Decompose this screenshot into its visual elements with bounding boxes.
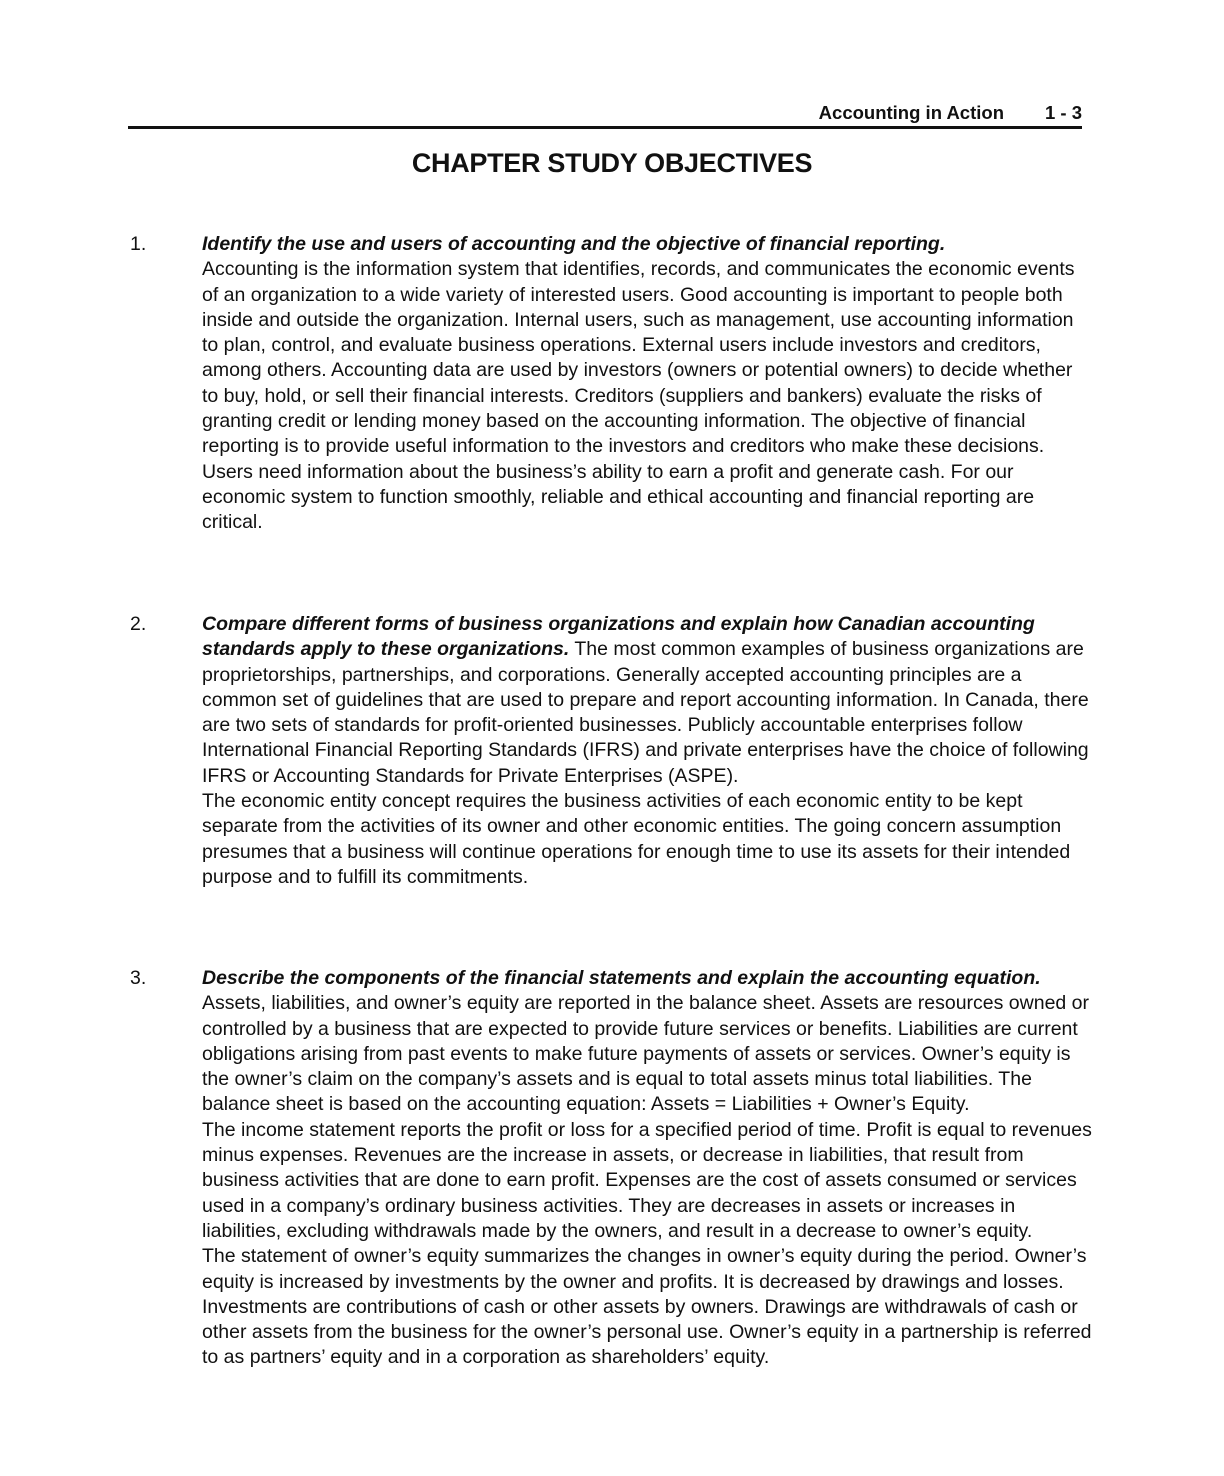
objective-heading: Compare different forms of business organizations and explain how Canadian accounting standards apply to these organizations. <box>202 613 1035 661</box>
objective-body <box>202 232 1094 536</box>
objective-body <box>202 612 1094 890</box>
objective-heading: Describe the components of the financial statements and explain the accounting equation. <box>202 967 1041 989</box>
objective-paragraph: The most common examples of business organizations are proprietorships, partnerships, and corporations. Generally accepted accounting principles are a common set of guidelines that are used to prepare and report accounting information. In Canada, there are two sets of standards for profit-oriented businesses. Publicly accountable enterprises follow International Financial Reporting Standards (IFRS) and private enterprises have the choice of following IFRS or Accounting Standards for Private Enterprises (ASPE). <box>202 638 1089 787</box>
header-section-name: Accounting in Action <box>818 102 1004 123</box>
header-page-number: 1 - 3 <box>1044 102 1082 123</box>
objective-paragraph: The income statement reports the profit or loss for a specified period of time. Profit is equal to revenues minus expenses. Revenues are the increase in assets, or decrease in liabilities, that result from business activities that are done to earn profit. Expenses are the cost of assets consumed or services used in a company’s ordinary business activities. They are decreases in assets or increases in liabilities, excluding withdrawals made by the owners, and result in a decrease to owner’s equity. <box>202 1118 1092 1242</box>
objective-number: 2. <box>130 613 147 635</box>
objective-paragraph-lead <box>202 612 1094 789</box>
page-title: CHAPTER STUDY OBJECTIVES <box>411 148 813 178</box>
objective-paragraph: Accounting is the information system that identifies, records, and communicates the economic events of an organization to a wide variety of interested users. Good accounting is important to people both inside and outside the organization. Internal users, such as management, use accounting information to plan, control, and evaluate business operations. External users include investors and creditors, among others. Accounting data are used by investors (owners or potential owners) to decide whether to buy, hold, or sell their financial interests. Creditors (suppliers and bankers) evaluate the risks of granting credit or lending money based on the accounting information. The objective of financial reporting is to provide useful information to the investors and creditors who make these decisions. Users need information about the business’s ability to earn a profit and generate cash. For our economic system to function smoothly, reliable and ethical accounting and financial reporting are critical. <box>202 258 1075 534</box>
objective-paragraph: Assets, liabilities, and owner’s equity are reported in the balance sheet. Assets are resources owned or controlled by a business that are expected to provide future services or benefits. Liabilities are current obligations arising from past events to make future payments of assets or services. Owner’s equity is the owner’s claim on the company’s assets and is equal to total assets minus total liabilities. The balance sheet is based on the accounting equation: Assets = Liabilities + Owner’s Equity. <box>202 992 1090 1116</box>
objective-number: 1. <box>130 233 147 255</box>
running-header <box>128 100 1082 129</box>
objective-body <box>202 966 1094 1371</box>
objective-paragraph: The statement of owner’s equity summarizes the changes in owner’s equity during the period. Owner’s equity is increased by investments by the owner and profits. It is decreased by drawings and losses. Investments are contributions of cash or other assets by owners. Drawings are withdrawals of cash or other assets from the business for the owner’s personal use. Owner’s equity in a partnership is referred to as partners’ equity and in a corporation as shareholders’ equity. <box>202 1245 1092 1369</box>
objective-paragraph: The economic entity concept requires the business activities of each economic entity to be kept separate from the activities of its owner and other economic entities. The going concern assumption presumes that a business will continue operations for enough time to use its assets for their intended purpose and to fulfill its commitments. <box>202 790 1071 888</box>
objective-paragraph-lead <box>202 966 1094 1118</box>
objective-number: 3. <box>130 967 147 989</box>
objective-heading: Identify the use and users of accounting and the objective of financial reporting. <box>202 233 946 255</box>
